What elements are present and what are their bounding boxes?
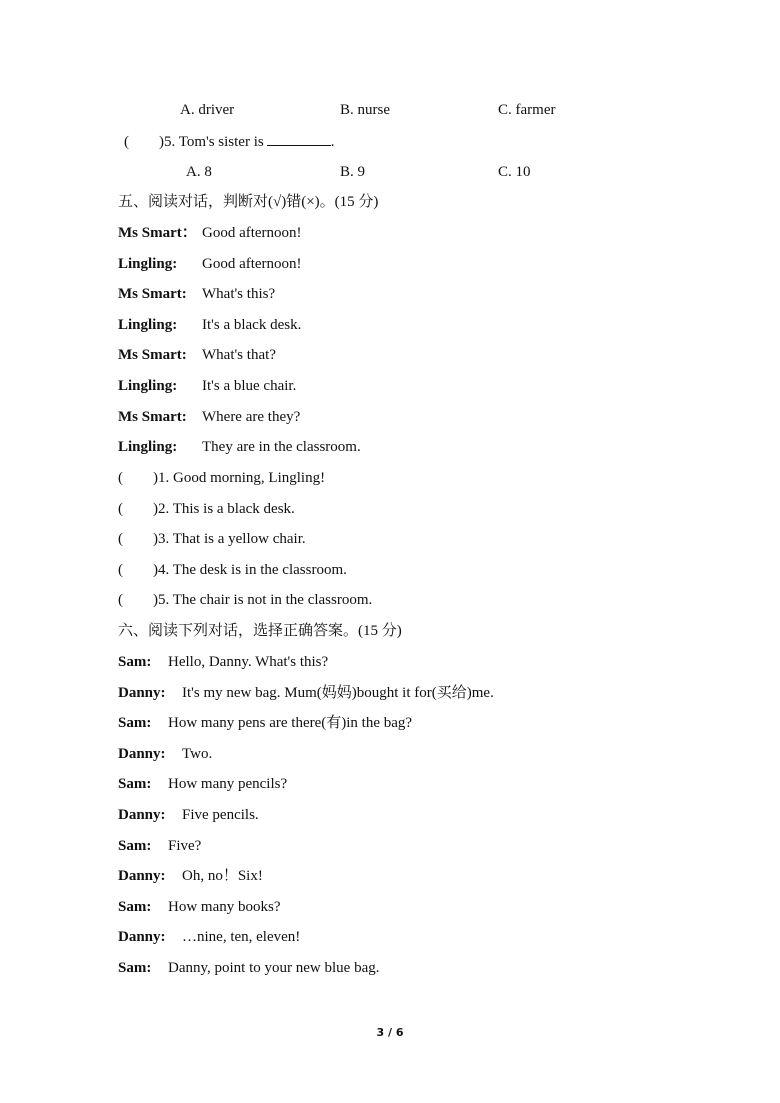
speaker-name: Lingling: <box>118 378 178 394</box>
speaker-name: Ms Smart: <box>118 347 187 364</box>
section5-heading: 五、阅读对话，判断对(√)错(×)。(15 分) <box>118 194 379 210</box>
speaker-name: Danny: <box>118 929 166 946</box>
answer-paren: ( ) <box>118 592 158 609</box>
judge-item <box>118 499 295 519</box>
speaker-name: Danny: <box>118 868 166 885</box>
q4-item-5 <box>124 131 334 152</box>
speaker-name: Ms Smart: <box>118 286 187 303</box>
dialogue-text: How many pens are there(有)in the bag? <box>168 715 413 732</box>
speaker-name: Sam: <box>118 715 152 732</box>
dialogue-line <box>118 376 296 396</box>
dialogue-text: Five? <box>168 837 202 854</box>
dialogue-text: How many books? <box>168 898 281 915</box>
dialogue-line <box>118 315 301 335</box>
statement-text: 3. That is a yellow chair. <box>158 531 306 548</box>
dialogue-text: How many pencils? <box>168 776 288 793</box>
dialogue-text: What's that? <box>202 347 276 364</box>
dialogue-line <box>118 223 302 243</box>
q4-prev-option-a: A. driver <box>180 102 235 118</box>
answer-paren: ( ) <box>118 470 158 486</box>
dialogue-line <box>118 897 281 917</box>
speaker-name: Ms Smart： <box>118 225 197 241</box>
dialogue-text: Two. <box>182 745 213 762</box>
q4-item-5-end: . <box>330 134 335 150</box>
dialogue-line <box>118 744 212 764</box>
statement-text: 1. Good morning, Lingling! <box>158 470 326 486</box>
dialogue-text: It's my new bag. Mum(妈妈)bought it for(买给)me. <box>182 684 494 701</box>
dialogue-text: …nine, ten, eleven! <box>182 929 301 946</box>
q4-item-5-option-c: C. 10 <box>498 164 531 180</box>
dialogue-line <box>118 805 259 825</box>
dialogue-line <box>118 774 287 794</box>
q4-item-5-text: 5. Tom's sister is <box>164 134 264 150</box>
dialogue-line <box>118 284 275 304</box>
speaker-name: Lingling: <box>118 439 178 456</box>
dialogue-text: Where are they? <box>202 408 301 425</box>
dialogue-line <box>118 836 201 856</box>
dialogue-line <box>118 713 412 733</box>
dialogue-text: Oh, no！Six! <box>182 868 263 885</box>
answer-paren: ( ) <box>118 531 158 548</box>
answer-paren: ( ) <box>118 561 158 578</box>
statement-text: 5. The chair is not in the classroom. <box>158 592 373 609</box>
dialogue-line <box>118 407 300 427</box>
dialogue-text: They are in the classroom. <box>202 439 361 456</box>
statement-text: 4. The desk is in the classroom. <box>158 561 347 578</box>
dialogue-line <box>118 652 328 672</box>
dialogue-line <box>118 345 276 365</box>
dialogue-text: It's a black desk. <box>202 316 302 333</box>
dialogue-line <box>118 683 494 703</box>
judge-item <box>118 590 372 610</box>
q4-prev-option-c: C. farmer <box>498 102 556 118</box>
speaker-name: Ms Smart: <box>118 408 187 425</box>
speaker-name: Lingling: <box>118 316 178 333</box>
judge-item <box>118 560 347 580</box>
speaker-name: Danny: <box>118 684 166 701</box>
speaker-name: Sam: <box>118 837 152 854</box>
dialogue-line <box>118 927 300 947</box>
q4-prev-option-b: B. nurse <box>340 102 390 118</box>
dialogue-text: Good afternoon! <box>202 255 302 272</box>
dialogue-line <box>118 254 302 274</box>
dialogue-text: It's a blue chair. <box>202 378 297 394</box>
q4-item-5-option-a: A. 8 <box>186 164 212 180</box>
answer-paren: ( ) <box>118 500 158 517</box>
speaker-name: Sam: <box>118 776 152 793</box>
dialogue-text: Hello, Danny. What's this? <box>168 654 329 670</box>
dialogue-line <box>118 958 380 978</box>
dialogue-line <box>118 866 263 886</box>
statement-text: 2. This is a black desk. <box>158 500 295 517</box>
q4-item-5-option-b: B. 9 <box>340 164 366 180</box>
speaker-name: Sam: <box>118 654 152 670</box>
fill-blank <box>267 131 331 146</box>
dialogue-text: Good afternoon! <box>202 225 302 241</box>
dialogue-text: Five pencils. <box>182 807 259 823</box>
speaker-name: Sam: <box>118 898 152 915</box>
dialogue-text: What's this? <box>202 286 276 303</box>
dialogue-line <box>118 437 361 457</box>
dialogue-text: Danny, point to your new blue bag. <box>168 960 380 976</box>
section6-heading: 六、阅读下列对话，选择正确答案。(15 分) <box>118 623 402 639</box>
judge-item <box>118 468 325 488</box>
page-number: 3 / 6 <box>376 1026 404 1039</box>
speaker-name: Danny: <box>118 807 166 823</box>
speaker-name: Lingling: <box>118 255 178 272</box>
speaker-name: Sam: <box>118 960 152 976</box>
answer-paren: ( ) <box>124 134 164 150</box>
judge-item <box>118 529 306 549</box>
speaker-name: Danny: <box>118 745 166 762</box>
